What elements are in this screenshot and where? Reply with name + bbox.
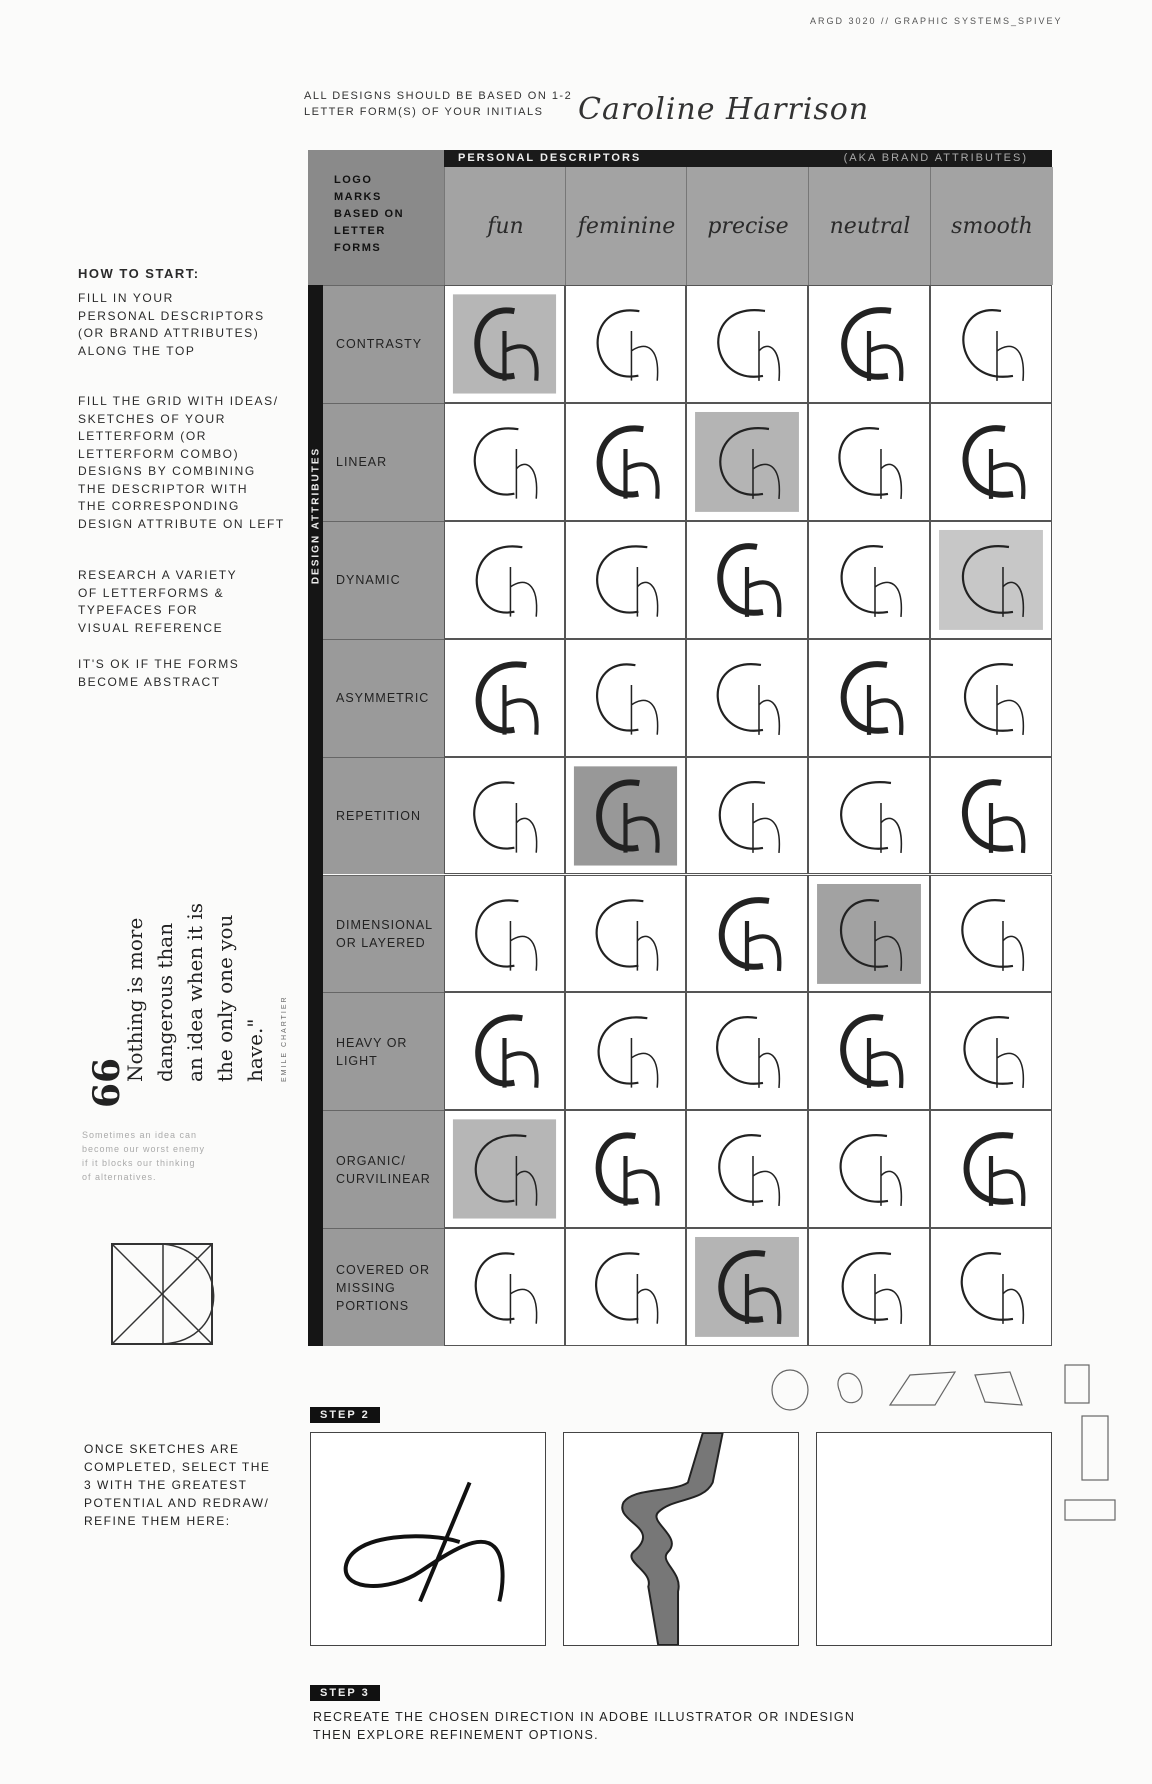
logo-label-line: MARKS	[334, 191, 382, 203]
sketch-cell[interactable]	[808, 639, 930, 757]
attribute-label: HEAVY OR LIGHT	[323, 992, 444, 1110]
attribute-label: ASYMMETRIC	[323, 639, 444, 757]
quote-block	[40, 852, 288, 1112]
instruction-line: VISUAL REFERENCE	[78, 620, 224, 635]
sketch-cell[interactable]	[808, 875, 930, 993]
sketch-cell[interactable]	[808, 757, 930, 875]
descriptor-neutral: neutral	[808, 167, 931, 285]
instruction-line: FILL IN YOUR	[78, 291, 174, 305]
descriptor-precise: precise	[686, 167, 809, 285]
descriptors-bar	[444, 150, 1052, 167]
sketch-cell[interactable]	[565, 875, 686, 993]
sketch-cell[interactable]	[686, 875, 808, 993]
instruction-line: ALL DESIGNS SHOULD BE BASED ON 1-2	[304, 90, 573, 102]
letterform-sketch-icon	[445, 286, 564, 402]
sketch-cell[interactable]	[686, 757, 808, 875]
sketch-cell[interactable]	[444, 285, 565, 403]
sketch-cell[interactable]	[808, 1110, 930, 1228]
step-2-instructions	[84, 1440, 270, 1530]
descriptor-feminine: feminine	[565, 167, 687, 285]
instruction-line: LETTERFORM (OR	[78, 429, 208, 443]
letterform-sketch-icon	[809, 993, 929, 1109]
step-2-line: ONCE SKETCHES ARE	[84, 1442, 240, 1456]
sketch-cell[interactable]	[444, 1228, 565, 1346]
instruction-line: DESIGN ATTRIBUTE ON LEFT	[78, 516, 285, 531]
step-2-label: STEP 2	[310, 1407, 380, 1423]
sketch-cell[interactable]	[565, 992, 686, 1110]
sketch-cell[interactable]	[444, 403, 565, 521]
descriptor-smooth: smooth	[930, 167, 1053, 285]
sketch-cell[interactable]	[565, 1228, 686, 1346]
instruction-line: LETTER FORM(S) OF YOUR INITIALS	[304, 106, 544, 118]
letterform-sketch-icon	[931, 522, 1051, 638]
letterform-sketch-icon	[931, 876, 1051, 992]
sketch-cell[interactable]	[444, 992, 565, 1110]
letterform-sketch-icon	[445, 404, 564, 520]
quote-sub-line: Sometimes an idea can	[82, 1130, 198, 1140]
instruction-abstract	[78, 656, 288, 691]
instruction-fill-descriptors	[78, 290, 288, 360]
margin-sketch-icon	[108, 1240, 228, 1360]
letterform-sketch-icon	[566, 640, 685, 756]
step-2-line: COMPLETED, SELECT THE	[84, 1460, 271, 1474]
instruction-line: RESEARCH A VARIETY	[78, 568, 238, 582]
sketch-cell[interactable]	[565, 285, 686, 403]
instructions-top	[304, 88, 572, 120]
quote-line: Nothing is more	[123, 917, 147, 1082]
instruction-line: THE DESCRIPTOR WITH	[78, 481, 249, 496]
letterform-sketch-icon	[566, 1229, 685, 1345]
letterform-sketch-icon	[687, 522, 807, 638]
step-2-line: 3 WITH THE GREATEST	[84, 1478, 248, 1492]
margin-doodles-icon	[760, 1350, 1120, 1550]
sketch-cell[interactable]	[686, 1110, 808, 1228]
letterform-sketch-icon	[687, 993, 807, 1109]
letterform-sketch-icon	[566, 404, 685, 520]
sketch-cell[interactable]	[565, 521, 686, 639]
letterform-sketch-icon	[445, 640, 564, 756]
quote-author: EMILE CHARTIER	[281, 995, 288, 1082]
how-to-start-heading: HOW TO START:	[78, 266, 200, 281]
letterform-sketch-icon	[931, 1111, 1051, 1227]
letterform-sketch-icon	[687, 286, 807, 402]
letterform-sketch-icon	[566, 1111, 685, 1227]
instruction-line: (OR BRAND ATTRIBUTES)	[78, 326, 260, 340]
letterform-sketch-icon	[566, 286, 685, 402]
letterform-sketch-icon	[445, 876, 564, 992]
sketch-cell[interactable]	[444, 875, 565, 993]
instruction-line: OF LETTERFORMS &	[78, 585, 225, 600]
instruction-line: THE CORRESPONDING	[78, 499, 240, 513]
letterform-sketch-icon	[445, 993, 564, 1109]
letterform-sketch-icon	[809, 758, 929, 874]
letterform-sketch-icon	[687, 1229, 807, 1345]
instruction-line: LETTERFORM COMBO)	[78, 446, 240, 461]
letterform-sketch-icon	[445, 522, 564, 638]
descriptor-fun: fun	[444, 167, 566, 285]
letterform-sketch-icon	[809, 876, 929, 992]
quote-text	[120, 852, 300, 1082]
attribute-label: COVERED OR MISSING PORTIONS	[323, 1228, 444, 1346]
sketch-cell[interactable]	[808, 285, 930, 403]
letterform-sketch-icon	[809, 1111, 929, 1227]
instruction-line: ALONG THE TOP	[78, 343, 196, 358]
sketch-cell[interactable]	[444, 639, 565, 757]
sketch-cell[interactable]	[808, 992, 930, 1110]
quote-line: an idea when it is	[183, 902, 207, 1082]
quote-sub-line: become our worst enemy	[82, 1144, 206, 1154]
design-attributes-bar	[308, 285, 323, 1346]
sketch-cell[interactable]	[930, 521, 1052, 639]
instruction-line: SKETCHES OF YOUR	[78, 411, 227, 426]
sketch-cell[interactable]	[565, 757, 686, 875]
course-title: ARGD 3020 // GRAPHIC SYSTEMS_SPIVEY	[810, 16, 1063, 26]
letterform-sketch-icon	[809, 640, 929, 756]
sketch-cell[interactable]	[930, 875, 1052, 993]
grid-header	[308, 150, 1052, 285]
letterform-sketch-icon	[931, 640, 1051, 756]
sketch-cell[interactable]	[930, 1110, 1052, 1228]
letterform-sketch-icon	[687, 758, 807, 874]
letterform-sketch-icon	[445, 758, 564, 874]
instruction-line: BECOME ABSTRACT	[78, 674, 221, 689]
letterform-sketch-icon	[687, 1111, 807, 1227]
attribute-label: ORGANIC/ CURVILINEAR	[323, 1110, 444, 1228]
instruction-line: DESIGNS BY COMBINING	[78, 464, 256, 478]
student-name: Caroline Harrison	[578, 92, 870, 127]
letterform-sketch-icon	[809, 404, 929, 520]
attribute-label: REPETITION	[323, 757, 444, 875]
letterform-sketch-icon	[687, 640, 807, 756]
letterform-sketch-icon	[809, 286, 929, 402]
step-3-label: STEP 3	[310, 1685, 380, 1701]
refine-box-1[interactable]	[310, 1432, 546, 1646]
sketch-cell[interactable]	[686, 403, 808, 521]
sketch-cell[interactable]	[808, 521, 930, 639]
instruction-research	[78, 567, 288, 637]
sketch-cell[interactable]	[565, 639, 686, 757]
logo-label-line: BASED ON	[334, 208, 405, 220]
letterform-sketch-icon	[931, 404, 1051, 520]
sketch-cell[interactable]	[930, 639, 1052, 757]
letterform-sketch-icon	[931, 286, 1051, 402]
step-2-line: REFINE THEM HERE:	[84, 1514, 231, 1528]
sketch-cell[interactable]	[930, 403, 1052, 521]
sketch-cell[interactable]	[565, 403, 686, 521]
sketch-cell[interactable]	[686, 285, 808, 403]
letterform-sketch-icon	[445, 1111, 564, 1227]
step-2-line: POTENTIAL AND REDRAW/	[84, 1496, 270, 1510]
sketch-cell[interactable]	[930, 992, 1052, 1110]
step-3-line: RECREATE THE CHOSEN DIRECTION IN ADOBE ILLUSTRATOR OR INDESIGN	[313, 1710, 856, 1724]
instruction-line: TYPEFACES FOR	[78, 603, 199, 617]
design-grid	[308, 150, 1052, 1346]
design-attributes-label: DESIGN ATTRIBUTES	[310, 446, 322, 585]
sketch-cell[interactable]	[930, 1228, 1052, 1346]
sketch-cell[interactable]	[444, 1110, 565, 1228]
sketch-cell[interactable]	[444, 521, 565, 639]
letterform-sketch-icon	[687, 876, 807, 992]
sketch-cell[interactable]	[565, 1110, 686, 1228]
descriptors-title: PERSONAL DESCRIPTORS	[458, 152, 642, 164]
attribute-label: DIMENSIONAL OR LAYERED	[323, 875, 444, 993]
attribute-label: CONTRASTY	[323, 285, 444, 403]
letterform-sketch-icon	[566, 522, 685, 638]
logo-marks-label	[334, 172, 404, 257]
logo-label-line: FORMS	[334, 242, 382, 254]
instruction-line: PERSONAL DESCRIPTORS	[78, 308, 265, 323]
letterform-sketch-icon	[566, 758, 685, 874]
step-3-line: THEN EXPLORE REFINEMENT OPTIONS.	[313, 1728, 599, 1742]
attribute-label: LINEAR	[323, 403, 444, 521]
quote-subtext	[82, 1128, 242, 1184]
sketch-cell[interactable]	[808, 403, 930, 521]
letterform-sketch-icon	[809, 522, 929, 638]
sketch-cell[interactable]	[808, 1228, 930, 1346]
step-3-instructions	[313, 1708, 855, 1744]
quote-sub-line: of alternatives.	[82, 1172, 157, 1182]
sketch-cell[interactable]	[686, 1228, 808, 1346]
logo-label-line: LOGO	[334, 174, 373, 186]
quote-sub-line: if it blocks our thinking	[82, 1158, 196, 1168]
sketch-cell[interactable]	[930, 285, 1052, 403]
attribute-label: DYNAMIC	[323, 521, 444, 639]
sketch-cell[interactable]	[686, 992, 808, 1110]
letterform-sketch-icon	[445, 1229, 564, 1345]
sketch-cell[interactable]	[444, 757, 565, 875]
letterform-sketch-icon	[809, 1229, 929, 1345]
logo-label-line: LETTER	[334, 225, 386, 237]
sketch-cell[interactable]	[686, 639, 808, 757]
letterform-sketch-icon	[931, 993, 1051, 1109]
descriptors-aka: (AKA BRAND ATTRIBUTES)	[843, 152, 1028, 164]
quote-line: dangerous than	[153, 922, 177, 1082]
quote-mark-icon: 66	[86, 1057, 129, 1109]
instruction-line: FILL THE GRID WITH IDEAS/	[78, 394, 279, 408]
sketch-cell[interactable]	[686, 521, 808, 639]
letterform-sketch-icon	[931, 758, 1051, 874]
letterform-sketch-icon	[687, 404, 807, 520]
sketch-cell[interactable]	[930, 757, 1052, 875]
letterform-sketch-icon	[566, 993, 685, 1109]
instruction-line: IT'S OK IF THE FORMS	[78, 657, 240, 671]
instruction-fill-grid	[78, 393, 318, 533]
letterform-sketch-icon	[931, 1229, 1051, 1345]
letterform-sketch-icon	[566, 876, 685, 992]
quote-line: the only one you have."	[213, 914, 267, 1082]
